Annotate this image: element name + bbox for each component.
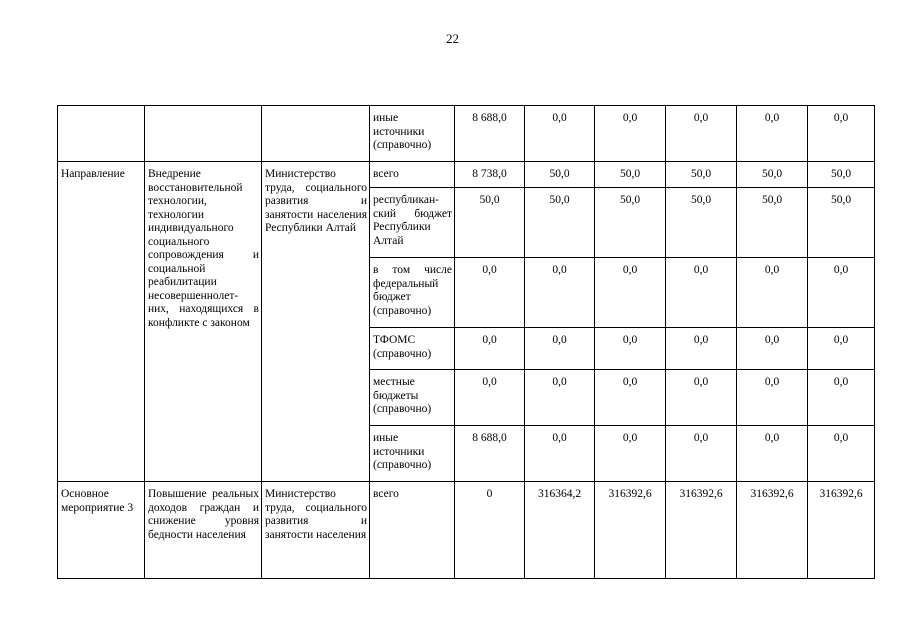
value-cell: 50,0 (525, 188, 595, 258)
value-cell: 50,0 (808, 162, 875, 188)
row-executor-cell (262, 106, 370, 162)
row-name-cell (145, 106, 262, 162)
value-cell: 50,0 (808, 188, 875, 258)
value-cell: 0,0 (525, 370, 595, 426)
source-cell: иные источники (справочно) (370, 426, 455, 482)
row-name-cell: Повышение реальных доходов граждан и снижение уровня бедности населения (145, 482, 262, 579)
value-cell: 50,0 (525, 162, 595, 188)
value-cell: 50,0 (737, 188, 808, 258)
value-cell: 50,0 (666, 162, 737, 188)
value-cell: 0,0 (666, 328, 737, 370)
value-cell: 8 738,0 (455, 162, 525, 188)
source-cell: местные бюджеты (справочно) (370, 370, 455, 426)
value-cell: 0,0 (737, 426, 808, 482)
value-cell: 0,0 (595, 328, 666, 370)
source-cell: в том числе федеральный бюджет (справочно) (370, 258, 455, 328)
value-cell: 0,0 (525, 426, 595, 482)
value-cell: 0,0 (666, 106, 737, 162)
source-cell: ТФОМС (справочно) (370, 328, 455, 370)
value-cell: 50,0 (595, 162, 666, 188)
value-cell: 0,0 (455, 328, 525, 370)
budget-table (57, 105, 875, 579)
source-cell: всего (370, 482, 455, 579)
value-cell: 50,0 (666, 188, 737, 258)
table-row (58, 162, 875, 188)
value-cell: 0,0 (808, 328, 875, 370)
source-cell: иные источники (справочно) (370, 106, 455, 162)
value-cell: 0,0 (737, 258, 808, 328)
value-cell: 0,0 (808, 106, 875, 162)
value-cell: 50,0 (595, 188, 666, 258)
value-cell: 0,0 (455, 370, 525, 426)
value-cell: 0,0 (595, 370, 666, 426)
value-cell: 0,0 (737, 106, 808, 162)
value-cell: 0,0 (525, 328, 595, 370)
value-cell: 8 688,0 (455, 426, 525, 482)
value-cell: 0,0 (595, 106, 666, 162)
value-cell: 0,0 (737, 370, 808, 426)
value-cell: 50,0 (737, 162, 808, 188)
value-cell: 316392,6 (808, 482, 875, 579)
value-cell: 0,0 (595, 258, 666, 328)
table-row (58, 106, 875, 162)
row-executor-cell: Министерство труда, социального развития и занятости населения (262, 482, 370, 579)
table-row (58, 482, 875, 579)
value-cell: 0,0 (808, 370, 875, 426)
value-cell: 0,0 (666, 258, 737, 328)
page-number: 22 (446, 31, 459, 46)
row-name-cell: Внедрение восстановительной технологии, технологии индивидуального социального сопровождения и социальной реабилитации несовершеннолет- них, находящихся в конфликте с законом (145, 162, 262, 482)
value-cell: 316392,6 (595, 482, 666, 579)
row-type-cell: Направление (58, 162, 145, 482)
value-cell: 0,0 (808, 258, 875, 328)
value-cell: 0,0 (737, 328, 808, 370)
row-type-cell (58, 106, 145, 162)
value-cell: 0 (455, 482, 525, 579)
value-cell: 8 688,0 (455, 106, 525, 162)
value-cell: 0,0 (666, 370, 737, 426)
value-cell: 0,0 (525, 106, 595, 162)
value-cell: 50,0 (455, 188, 525, 258)
source-cell: республикан- ский бюджет Республики Алтай (370, 188, 455, 258)
row-executor-cell: Министерство труда, социального развития и занятости населения Республики Алтай (262, 162, 370, 482)
value-cell: 316392,6 (666, 482, 737, 579)
value-cell: 316364,2 (525, 482, 595, 579)
value-cell: 0,0 (455, 258, 525, 328)
value-cell: 0,0 (808, 426, 875, 482)
value-cell: 0,0 (525, 258, 595, 328)
value-cell: 0,0 (666, 426, 737, 482)
value-cell: 0,0 (595, 426, 666, 482)
source-cell: всего (370, 162, 455, 188)
value-cell: 316392,6 (737, 482, 808, 579)
row-type-cell: Основное мероприятие 3 (58, 482, 145, 579)
